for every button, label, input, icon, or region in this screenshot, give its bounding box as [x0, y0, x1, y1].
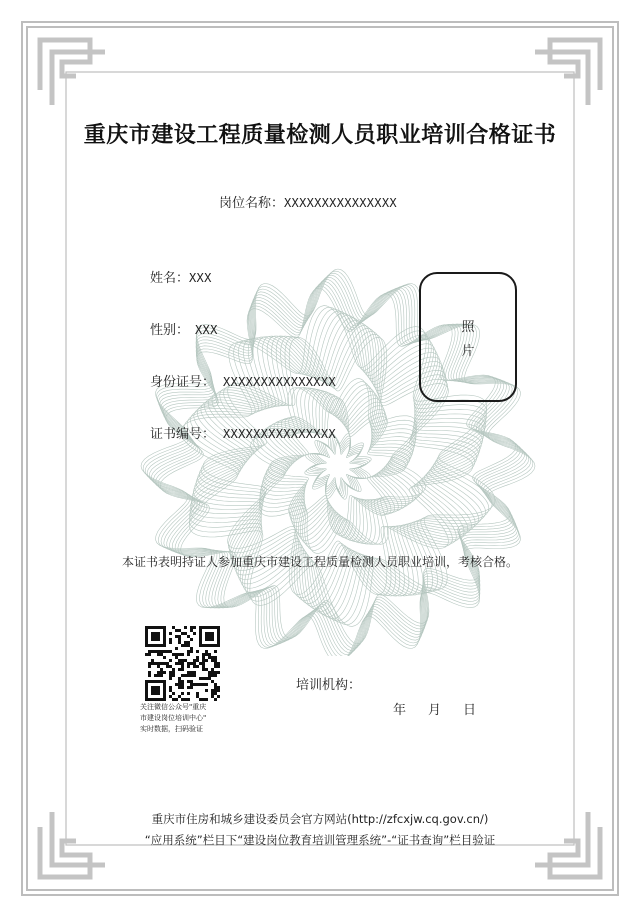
gender-value: XXX — [195, 323, 218, 337]
photo-label-1: 照 — [461, 320, 475, 335]
footer-verify-note: “应用系统”栏目下“建设岗位教育培训管理系统”-“证书查询”栏目验证 — [144, 833, 496, 847]
gender-label: 性别： — [150, 323, 190, 338]
position-field — [219, 192, 397, 211]
cert-number-value: XXXXXXXXXXXXXXX — [223, 427, 336, 441]
photo-placeholder — [419, 272, 517, 402]
photo-label-2: 片 — [461, 344, 475, 359]
qr-caption-line3: 实时数据，扫码验证 — [140, 725, 203, 733]
training-org-label: 培训机构： — [296, 678, 362, 693]
qr-caption — [140, 702, 226, 735]
position-label: 岗位名称： — [219, 196, 285, 211]
cert-number-field — [150, 423, 336, 442]
issue-date — [393, 699, 498, 718]
qr-code — [144, 626, 222, 702]
name-field — [150, 267, 212, 286]
cert-number-label: 证书编号： — [150, 427, 216, 442]
position-value: XXXXXXXXXXXXXXX — [284, 196, 397, 210]
id-number-field — [150, 371, 336, 390]
date-year: 年 — [393, 703, 407, 718]
name-value: XXX — [189, 271, 212, 285]
certificate-title: 重庆市建设工程质量检测人员职业培训合格证书 — [83, 122, 557, 148]
certificate-statement: 本证书表明持证人参加重庆市建设工程质量检测人员职业培训，考核合格。 — [121, 555, 518, 569]
name-label: 姓名： — [150, 271, 190, 286]
footer-website-note: 重庆市住房和城乡建设委员会官方网站(http://zfcxjw.cq.gov.cn/) — [151, 812, 489, 826]
qr-caption-line2: 市建设岗位培训中心" — [140, 714, 207, 722]
id-number-value: XXXXXXXXXXXXXXX — [223, 375, 336, 389]
id-number-label: 身份证号： — [150, 375, 216, 390]
date-month: 月 — [428, 703, 442, 718]
qr-caption-line1: 关注微信公众号"重庆 — [140, 703, 207, 711]
date-day: 日 — [463, 703, 477, 718]
gender-field — [150, 319, 218, 338]
